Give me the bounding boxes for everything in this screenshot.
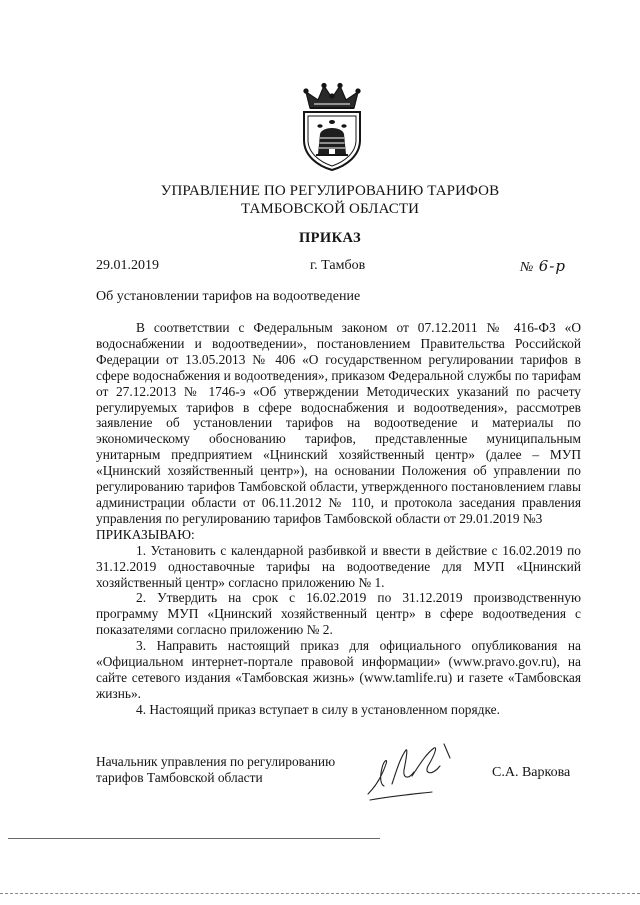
signatory-title-line2: тарифов Тамбовской области [96,769,263,785]
organization-title-line1: УПРАВЛЕНИЕ ПО РЕГУЛИРОВАНИЮ ТАРИФОВ [160,183,500,199]
document-city: г. Тамбов [310,258,366,273]
signatory-title [96,754,335,785]
document-type-heading: ПРИКАЗ [298,230,362,246]
order-item-3: 3. Направить настоящий приказ для официального опубликования на «Официальном интернет-портале правовой информации» (www.pravo.gov.ru), на сайте сетевого издания «Тамбовская жизнь» (www.tamlife.ru) и газете «Тамбовская жизнь». [96,638,581,701]
document-number [520,257,566,277]
document-body [96,320,581,718]
preamble-paragraph: В соответствии с Федеральным законом от 07.12.2011 № 416-ФЗ «О водоснабжении и водоотведении», постановлением Правительства Российской Федерации от 13.05.2013 № 406 «О государственном регулировании тарифов в сфере водоснабжения и водоотведения», приказом Федеральной службы по тарифам от 27.12.2013 № 1746-э «Об утверждении Методических указаний по расчету регулируемых тарифов в сфере водоснабжения и водоотведения», рассмотрев заявление об установлении тарифов на водоотведение и материалы по экономическому обоснованию тарифов, представленные муниципальным унитарным предприятием «Цнинский хозяйственный центр» (далее – МУП «Цнинский хозяйственный центр»), на основании Положения об управлении по регулированию тарифов Тамбовской области, утвержденного постановлением главы администрации области от 06.11.2012 № 110, и протокола заседания правления управления по регулированию тарифов Тамбовской области от 29.01.2019 №3 [96,320,581,526]
handwritten-number: 6-р [538,257,566,275]
footer-divider [8,838,380,839]
tambov-coat-of-arms-emblem [296,82,368,172]
number-sign: № [520,260,534,275]
order-item-2: 2. Утвердить на срок с 16.02.2019 по 31.12.2019 производственную программу МУП «Цнинский хозяйственный центр» в сфере водоотведения с показателями согласно приложению № 2. [96,590,581,638]
signatory-title-line1: Начальник управления по регулированию [96,754,336,769]
document-date: 29.01.2019 [96,258,159,273]
order-word: ПРИКАЗЫВАЮ: [96,526,195,542]
handwritten-signature [362,736,472,806]
order-item-1: 1. Установить с календарной разбивкой и ввести в действие с 16.02.2019 по 31.12.2019 одноставочные тарифы на водоотведение для МУП «Цнинский хозяйственный центр» согласно приложению № 1. [96,542,581,590]
order-item-4: 4. Настоящий приказ вступает в силу в установленном порядке. [136,701,500,717]
organization-title-line2: ТАМБОВСКОЙ ОБЛАСТИ [240,201,420,217]
signatory-name: С.А. Варкова [492,765,571,780]
document-subject: Об установлении тарифов на водоотведение [96,289,361,304]
scan-edge-line [0,893,640,894]
